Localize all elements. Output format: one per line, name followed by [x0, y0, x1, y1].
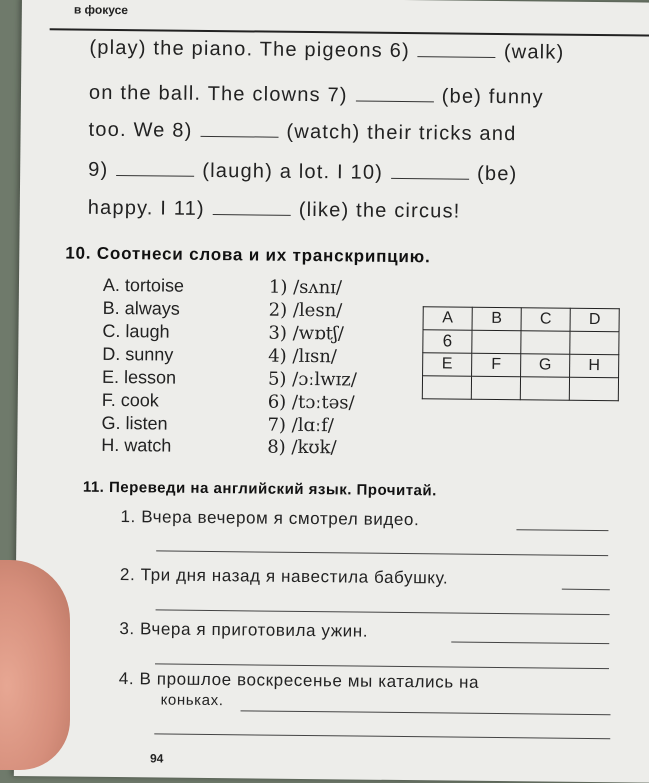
- sentence-2: 2. Три дня назад я навестила бабушку.: [119, 565, 449, 588]
- answer-blank-7[interactable]: [356, 85, 434, 103]
- header-divider: [50, 28, 649, 36]
- answer-blank-9[interactable]: [116, 159, 194, 177]
- answer-blank-10[interactable]: [391, 162, 469, 180]
- word-item: F. cook: [101, 389, 159, 411]
- sentence-1: 1. Вчера вечером я смотрел видео.: [120, 507, 420, 530]
- answer-table-header: D: [570, 308, 619, 332]
- story-text: (watch) their tricks and: [286, 120, 517, 146]
- transcription-item: 7) /lɑːf/: [267, 414, 334, 437]
- answer-line[interactable]: [516, 529, 608, 531]
- answer-line[interactable]: [562, 589, 610, 591]
- word-item: E. lesson: [101, 366, 177, 388]
- answer-cell-d[interactable]: [570, 331, 619, 355]
- answer-cell-h[interactable]: [569, 377, 618, 401]
- word-item: H. watch: [101, 434, 172, 456]
- story-text: (like) the circus!: [298, 198, 461, 223]
- answer-cell-a[interactable]: 6: [423, 330, 472, 354]
- workbook-page: [14, 0, 649, 783]
- story-text: (play) the piano. The pigeons 6): [89, 36, 410, 63]
- transcription-item: 4) /lɪsn/: [268, 345, 338, 368]
- answer-blank-11[interactable]: [213, 198, 291, 216]
- answer-table-header: E: [423, 353, 472, 377]
- transcription-item: 5) /ɔːlwɪz/: [267, 368, 357, 391]
- answer-table-header: B: [472, 307, 521, 331]
- task-10-title: 10. Соотнеси слова и их транскрипцию.: [65, 243, 431, 267]
- story-text: (laugh) a lot. I 10): [202, 159, 384, 184]
- story-text: too. We 8): [88, 118, 193, 142]
- answer-cell-b[interactable]: [472, 330, 521, 354]
- answer-line[interactable]: [241, 710, 611, 715]
- answer-line[interactable]: [451, 642, 609, 645]
- word-item: A. tortoise: [102, 274, 185, 296]
- answer-table-header: G: [521, 354, 570, 378]
- story-line-3: [88, 119, 516, 146]
- answer-blank-8[interactable]: [200, 120, 278, 138]
- story-line-4: [88, 159, 518, 186]
- story-text: (be): [476, 162, 518, 186]
- answer-table-header: H: [570, 354, 619, 378]
- header-tag: в фокусе: [73, 2, 129, 18]
- transcription-item: 6) /tɔːtəs/: [267, 391, 355, 414]
- answer-table: [422, 306, 620, 401]
- transcription-item: 2) /lesn/: [268, 299, 343, 322]
- word-item: D. sunny: [102, 343, 174, 365]
- story-text: on the ball. The clowns 7): [88, 81, 348, 107]
- page-number: 94: [149, 751, 164, 766]
- story-text: (walk): [503, 41, 565, 64]
- answer-line[interactable]: [154, 733, 610, 739]
- story-line-2: [89, 82, 544, 110]
- story-text: 9): [88, 158, 109, 181]
- answer-cell-g[interactable]: [520, 377, 569, 401]
- task-11-title: 11. Переведи на английский язык. Прочитай.: [82, 478, 437, 500]
- word-item: B. always: [102, 297, 180, 319]
- answer-blank-6[interactable]: [418, 40, 496, 58]
- answer-table-header: A: [423, 307, 472, 331]
- answer-line[interactable]: [156, 550, 608, 556]
- transcription-item: 1) /sʌnɪ/: [268, 276, 343, 299]
- story-line-5: [88, 197, 461, 224]
- answer-cell-f[interactable]: [471, 376, 520, 400]
- story-text: (be) funny: [441, 85, 544, 109]
- thumb-holding-page: [0, 560, 70, 770]
- story-text: happy. I 11): [87, 196, 205, 220]
- story-line-1: [89, 37, 564, 65]
- transcription-item: 8) /kʊk/: [267, 436, 337, 459]
- answer-line[interactable]: [156, 609, 610, 615]
- answer-table-header: F: [472, 353, 521, 377]
- answer-table-header: C: [521, 308, 570, 332]
- answer-cell-c[interactable]: [521, 331, 570, 355]
- sentence-4: 4. В прошлое воскресенье мы катались на: [118, 669, 480, 692]
- sentence-4-continuation: коньках.: [160, 691, 224, 710]
- transcription-item: 3) /wɒtʃ/: [268, 322, 344, 345]
- word-item: C. laugh: [102, 320, 170, 342]
- answer-cell-e[interactable]: [422, 376, 471, 400]
- sentence-3: 3. Вчера я приготовила ужин.: [119, 619, 369, 641]
- answer-line[interactable]: [155, 663, 609, 669]
- word-item: G. listen: [101, 412, 168, 434]
